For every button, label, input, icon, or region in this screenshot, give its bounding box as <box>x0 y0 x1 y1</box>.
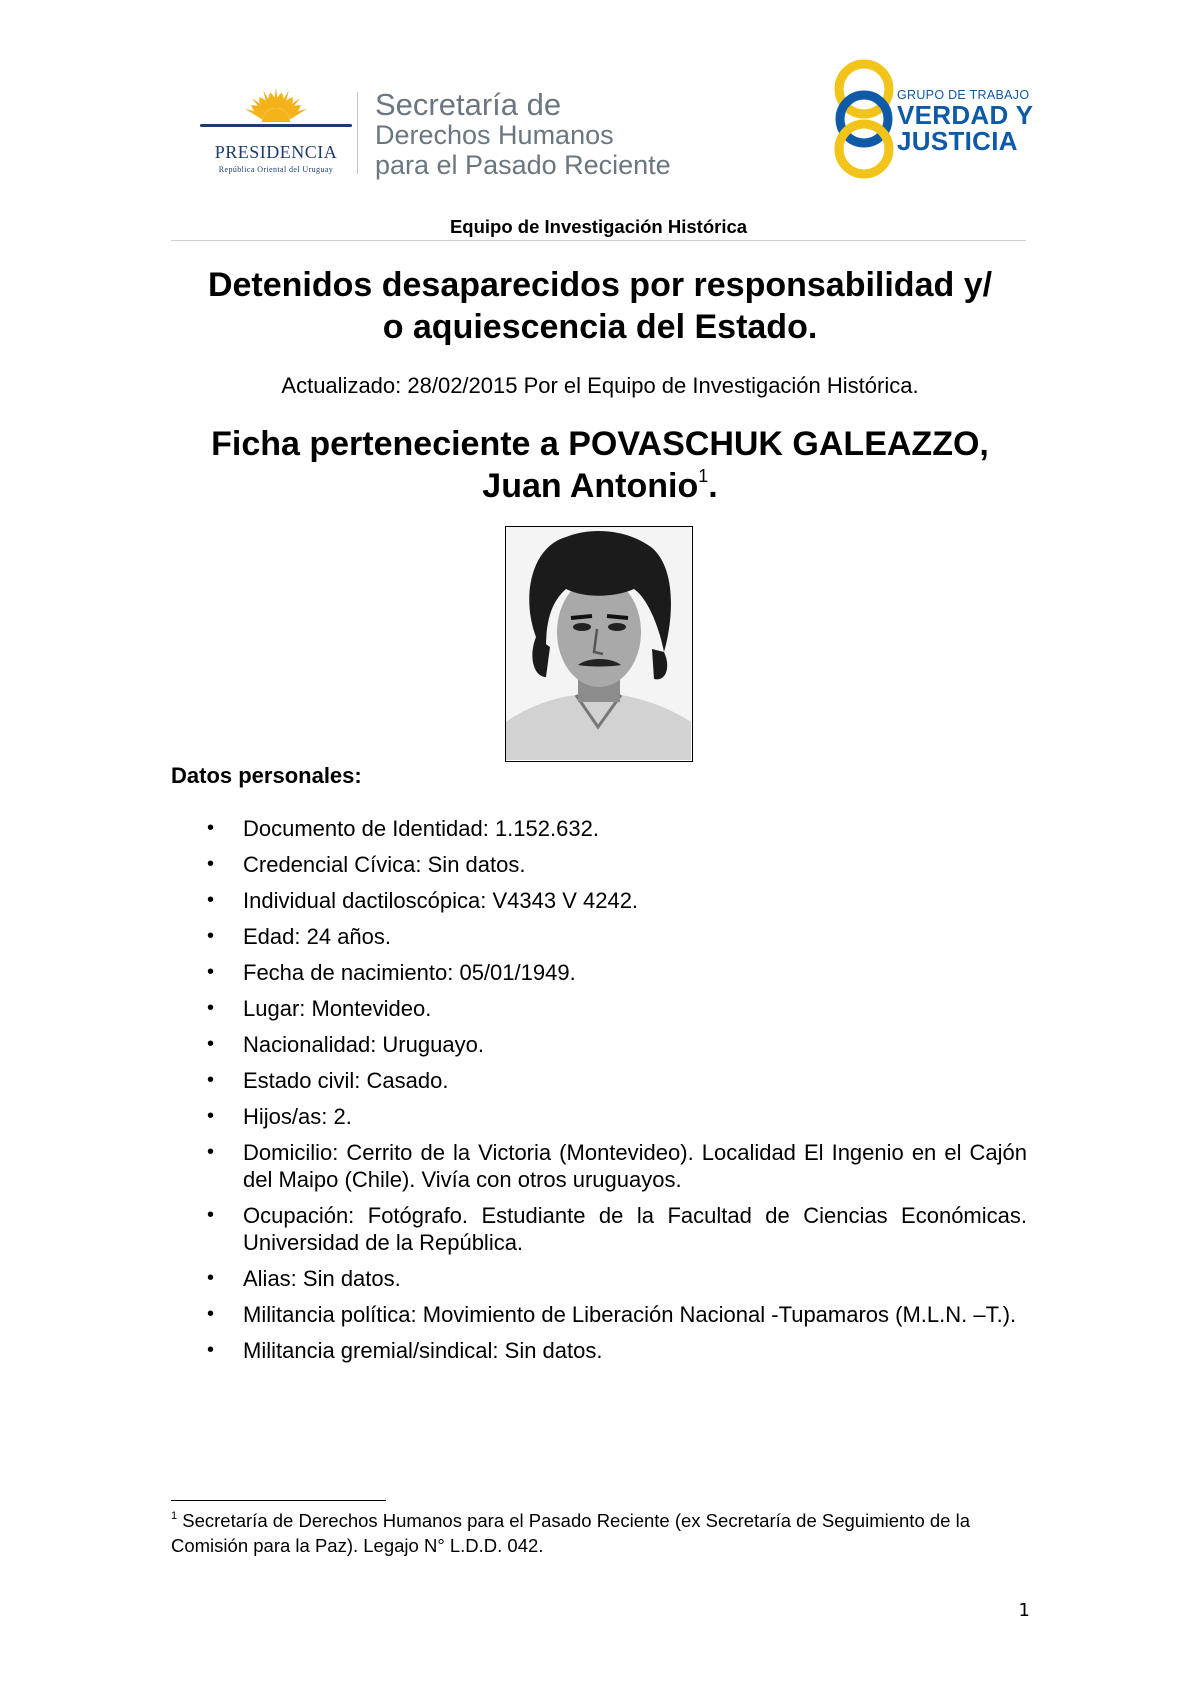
list-item: • Domicilio: Cerrito de la Victoria (Montevideo). Localidad El Ingenio en el Cajón del Maipo (Chile). Vivía con otros uruguayos. <box>205 1139 1027 1193</box>
secretaria-logo-text <box>375 88 671 180</box>
list-item: • Ocupación: Fotógrafo. Estudiante de la Facultad de Ciencias Económicas. Universidad de la República. <box>205 1202 1027 1256</box>
list-item: • Fecha de nacimiento: 05/01/1949. <box>205 959 1027 986</box>
footnote-ref[interactable]: 1 <box>698 466 709 486</box>
grupo-small: GRUPO DE TRABAJO <box>897 88 1030 102</box>
secretaria-line2: Derechos Humanos <box>375 120 614 151</box>
title-line1: Detenidos desaparecidos por responsabilidad y/ <box>207 266 993 304</box>
list-item: • Individual dactiloscópica: V4343 V 4242. <box>205 887 1027 914</box>
portrait-photo <box>505 526 693 762</box>
ficha-title <box>150 423 1050 507</box>
list-item: • Militancia gremial/sindical: Sin datos. <box>205 1337 1027 1364</box>
secretaria-line1: Secretaría de <box>375 87 562 122</box>
grupo-line2: JUSTICIA <box>897 126 1018 156</box>
footnote <box>171 1508 1026 1558</box>
list-item: • Edad: 24 años. <box>205 923 1027 950</box>
document-title <box>150 264 1050 348</box>
list-item: • Alias: Sin datos. <box>205 1265 1027 1292</box>
list-item: • Documento de Identidad: 1.152.632. <box>205 815 1027 842</box>
secretaria-line3: para el Pasado Reciente <box>375 149 671 180</box>
list-item: • Lugar: Montevideo. <box>205 995 1027 1022</box>
logo-divider <box>357 92 358 174</box>
datos-personales-heading: Datos personales: <box>171 763 362 788</box>
title-line2: o aquiescencia del Estado. <box>382 308 818 346</box>
linked-rings-icon <box>824 58 906 180</box>
presidencia-subtitle: República Oriental del Uruguay <box>218 165 334 174</box>
list-item: • Hijos/as: 2. <box>205 1103 1027 1130</box>
list-item: • Nacionalidad: Uruguayo. <box>205 1031 1027 1058</box>
ficha-name: Juan Antonio <box>482 467 699 505</box>
list-item: • Credencial Cívica: Sin datos. <box>205 851 1027 878</box>
verdad-justicia-logo-text <box>897 88 1033 154</box>
footnote-number: 1 <box>171 1510 178 1522</box>
ficha-period: . <box>708 467 718 505</box>
list-item: • Militancia política: Movimiento de Liberación Nacional -Tupamaros (M.L.N. –T.). <box>205 1301 1027 1328</box>
portrait-image <box>506 527 691 760</box>
presidencia-name: PRESIDENCIA <box>214 142 338 162</box>
footnote-rule <box>171 1500 386 1501</box>
unit-heading: Equipo de Investigación Histórica <box>449 216 748 237</box>
list-item: • Estado civil: Casado. <box>205 1067 1027 1094</box>
footnote-text: Secretaría de Derechos Humanos para el Pasado Reciente (ex Secretaría de Seguimiento de la Comisión para la Paz). Legajo N° L.D.D. 042. <box>171 1510 970 1556</box>
header-rule <box>171 240 1026 241</box>
presidencia-logo-text <box>196 142 356 174</box>
updated-line: Actualizado: 28/02/2015 Por el Equipo de Investigación Histórica. <box>281 373 919 398</box>
ficha-line1: Ficha perteneciente a POVASCHUK GALEAZZO, <box>211 425 989 463</box>
datos-list <box>205 815 1027 1373</box>
grupo-line1: VERDAD Y <box>897 100 1034 130</box>
page-number: 1 <box>1018 1600 1030 1621</box>
